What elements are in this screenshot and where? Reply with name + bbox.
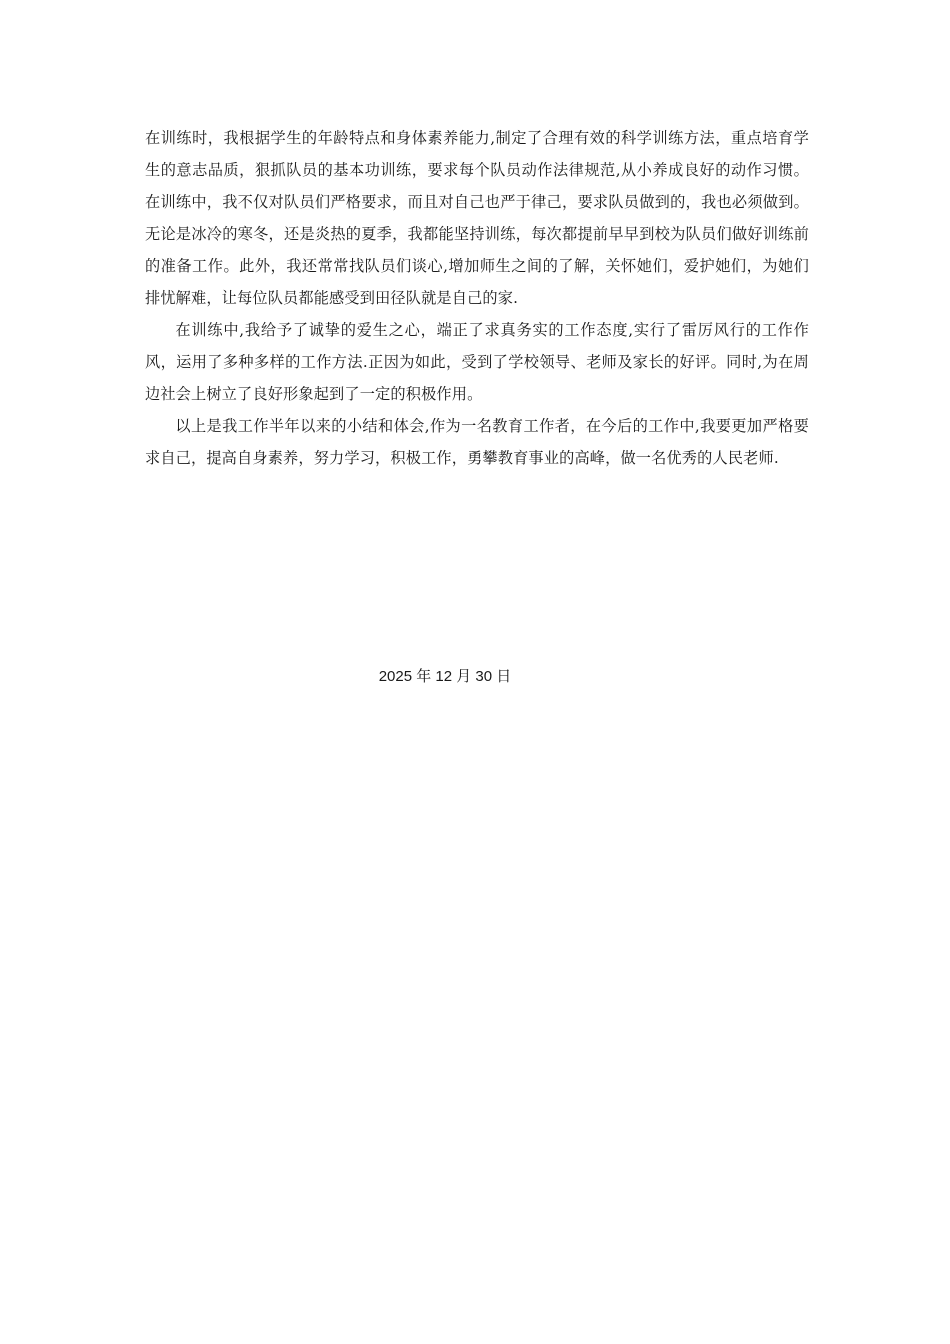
paragraph-work-attitude: 在训练中,我给予了诚挚的爱生之心，端正了求真务实的工作态度,实行了雷厉风行的工作作风，运用了多种多样的工作方法.正因为如此，受到了学校领导、老师及家长的好评。同时,为在周边社会上树立了良好形象起到了一定的积极作用。 — [145, 321, 809, 403]
paragraph-training-methods: 在训练时，我根据学生的年龄特点和身体素养能力,制定了合理有效的科学训练方法，重点培育学生的意志品质，狠抓队员的基本功训练，要求每个队员动作法律规范,从小养成良好的动作习惯。在训练中，我不仅对队员们严格要求，而且对自己也严于律己，要求队员做到的，我也必须做到。无论是冰冷的寒冬，还是炎热的夏季，我都能坚持训练，每次都提前早早到校为队员们做好训练前的准备工作。此外，我还常常找队员们谈心,增加师生之间的了解，关怀她们，爱护她们，为她们排忧解难，让每位队员都能感受到田径队就是自己的家. — [145, 129, 809, 307]
document-body — [145, 122, 809, 474]
paragraph-summary: 以上是我工作半年以来的小结和体会,作为一名教育工作者，在今后的工作中,我要更加严格要求自己，提高自身素养，努力学习，积极工作，勇攀教育事业的高峰，做一名优秀的人民老师. — [145, 417, 809, 467]
document-date: 2025 年 12 月 30 日 — [378, 668, 512, 685]
